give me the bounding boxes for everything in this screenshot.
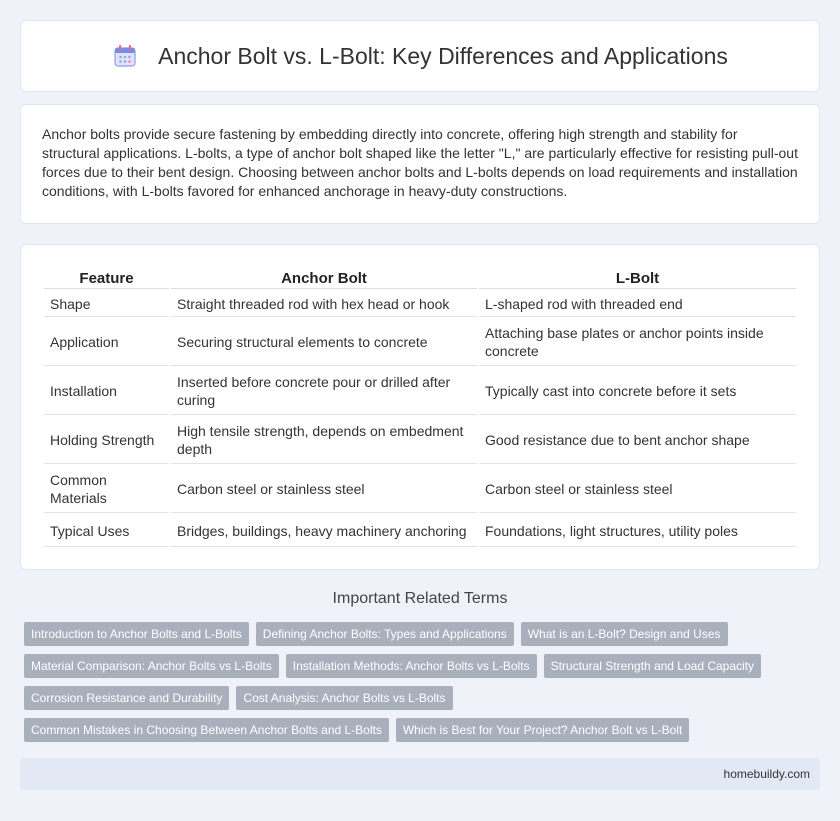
l-bolt-cell: Carbon steel or stainless steel [479, 466, 796, 513]
related-term-link[interactable]: Material Comparison: Anchor Bolts vs L-Bolts [24, 654, 279, 678]
related-term-link[interactable]: Structural Strength and Load Capacity [544, 654, 761, 678]
table-row [44, 515, 796, 547]
related-term-link[interactable]: Which is Best for Your Project? Anchor Bolt vs L-Bolt [396, 718, 689, 742]
related-term-link[interactable]: Defining Anchor Bolts: Types and Applications [256, 622, 514, 646]
table-row [44, 368, 796, 415]
header-l-bolt: L-Bolt [479, 267, 796, 289]
feature-cell: Shape [44, 291, 169, 317]
l-bolt-cell: L-shaped rod with threaded end [479, 291, 796, 317]
page-title: Anchor Bolt vs. L-Bolt: Key Differences and Applications [158, 42, 728, 69]
related-term-link[interactable]: Corrosion Resistance and Durability [24, 686, 229, 710]
related-terms-list [24, 622, 824, 750]
anchor-bolt-cell: Inserted before concrete pour or drilled after curing [171, 368, 477, 415]
table-row [44, 291, 796, 317]
footer-site[interactable]: homebuildy.com [723, 767, 810, 781]
l-bolt-cell: Good resistance due to bent anchor shape [479, 417, 796, 464]
related-term-link[interactable]: Common Mistakes in Choosing Between Anchor Bolts and L-Bolts [24, 718, 389, 742]
table-row [44, 319, 796, 366]
intro-card [20, 104, 820, 224]
table-header-row [44, 267, 796, 289]
related-terms-title: Important Related Terms [332, 590, 508, 607]
related-term-link[interactable]: What is an L-Bolt? Design and Uses [521, 622, 728, 646]
related-term-link[interactable]: Introduction to Anchor Bolts and L-Bolts [24, 622, 249, 646]
header-feature: Feature [44, 267, 169, 289]
feature-cell: Application [44, 319, 169, 366]
comparison-table [42, 265, 798, 549]
comparison-card [20, 244, 820, 570]
anchor-bolt-cell: Carbon steel or stainless steel [171, 466, 477, 513]
anchor-bolt-cell: Straight threaded rod with hex head or hook [171, 291, 477, 317]
l-bolt-cell: Typically cast into concrete before it sets [479, 368, 796, 415]
feature-cell: Common Materials [44, 466, 169, 513]
feature-cell: Installation [44, 368, 169, 415]
calendar-icon [112, 43, 138, 69]
anchor-bolt-cell: High tensile strength, depends on embedment depth [171, 417, 477, 464]
related-term-link[interactable]: Installation Methods: Anchor Bolts vs L-Bolts [286, 654, 537, 678]
related-term-link[interactable]: Cost Analysis: Anchor Bolts vs L-Bolts [236, 686, 452, 710]
header-anchor-bolt: Anchor Bolt [171, 267, 477, 289]
footer [20, 758, 820, 790]
l-bolt-cell: Foundations, light structures, utility poles [479, 515, 796, 547]
intro-paragraph: Anchor bolts provide secure fastening by embedding directly into concrete, offering high strength and stability for structural applications. L-bolts, a type of anchor bolt shaped like the letter "L," are particularly effective for resisting pull-out forces due to their bent design. Choosing between anchor bolts and L-bolts depends on load requirements and installation conditions, with L-bolts favored for enhanced anchorage in heavy-duty constructions. [42, 126, 798, 199]
table-row [44, 466, 796, 513]
anchor-bolt-cell: Securing structural elements to concrete [171, 319, 477, 366]
l-bolt-cell: Attaching base plates or anchor points inside concrete [479, 319, 796, 366]
feature-cell: Typical Uses [44, 515, 169, 547]
feature-cell: Holding Strength [44, 417, 169, 464]
anchor-bolt-cell: Bridges, buildings, heavy machinery anchoring [171, 515, 477, 547]
table-row [44, 417, 796, 464]
title-card [20, 20, 820, 92]
